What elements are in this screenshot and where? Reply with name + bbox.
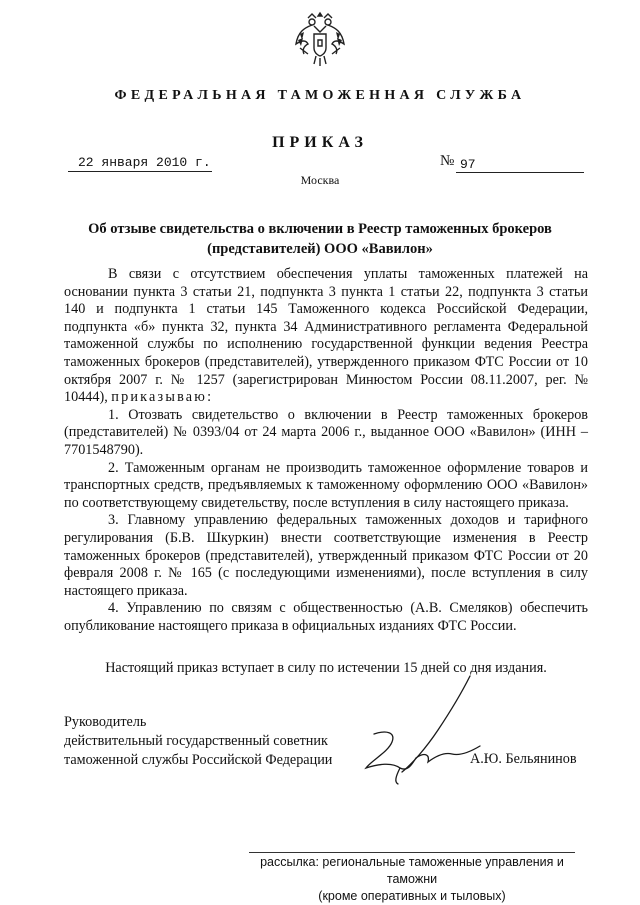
signatory-title — [64, 713, 332, 770]
order-number-label: № — [440, 153, 455, 169]
order-number: 97 — [460, 157, 476, 172]
preamble-text: В связи с отсутствием обеспечения уплаты таможенных платежей на основании пункта 3 статьи 21, подпункта 3 пункта 1 статьи 22, подпункта 3 статьи 140 и подпункта 1 статьи 145 Таможенного кодекса Российской Федерации, подпункта «б» пункта 32, пункта 34 Административного регламента Федеральной таможенной службы по исполнению государственной функции ведения Реестра таможенных брокеров (представителей), утвержденного приказом ФТС России от 10 октября 2007 г. № 1257 (зарегистрирован Минюстом России 08.11.2007, рег. № 10444), — [64, 266, 588, 406]
signatory-line-3: таможенной службы Российской Федерации — [64, 752, 333, 768]
order-item-1: 1. Отозвать свидетельство о включении в Реестр таможенных брокеров (представителей) № 0393/04 от 24 марта 2006 г., выданное ООО «Вавилон» (ИНН – 7701548790). — [64, 406, 588, 458]
preamble-paragraph — [64, 266, 588, 407]
distribution-line-2: (кроме оперативных и тыловых) — [318, 889, 506, 903]
order-subject — [80, 219, 560, 259]
order-item-2: 2. Таможенным органам не производить таможенное оформление товаров и транспортных средств, предъявляемых к таможенному оформлению ООО «Вавилон» по соответствующему свидетельству, после вступления в силу настоящего приказа. — [64, 459, 588, 511]
distribution-line-1: рассылка: региональные таможенные управления и таможни — [260, 855, 564, 886]
document-type: ПРИКАЗ — [272, 134, 368, 151]
effective-date-note: Настоящий приказ вступает в силу по истечении 15 дней со дня издания. — [105, 660, 547, 676]
subject-line-1: Об отзыве свидетельства о включении в Реестр таможенных брокеров — [88, 221, 552, 237]
command-word: приказываю: — [111, 389, 214, 406]
agency-name: ФЕДЕРАЛЬНАЯ ТАМОЖЕННАЯ СЛУЖБА — [114, 88, 526, 103]
distribution-divider — [249, 852, 575, 853]
signatory-name: А.Ю. Бельянинов — [470, 751, 577, 767]
date-underline — [68, 171, 212, 172]
city: Москва — [300, 173, 340, 187]
order-item-4: 4. Управлению по связям с общественностью (А.В. Смеляков) обеспечить опубликование настоящего приказа в официальных изданиях ФТС России. — [64, 600, 588, 634]
coat-of-arms-icon — [294, 10, 346, 70]
handwritten-signature — [352, 672, 502, 792]
subject-line-2: (представителей) ООО «Вавилон» — [207, 241, 433, 257]
order-date: 22 января 2010 г. — [78, 155, 211, 170]
order-item-3: 3. Главному управлению федеральных таможенных доходов и тарифного регулирования (Б.В. Шкуркин) внести соответствующие изменения в Реестр таможенных брокеров (представителей), утвержденный приказом ФТС России от 20 февраля 2008 г. № 165 (с последующими изменениями), после вступления в силу настоящего приказа. — [64, 512, 588, 599]
distribution-list — [240, 854, 584, 905]
order-body — [64, 266, 588, 635]
signatory-line-2: действительный государственный советник — [64, 733, 328, 749]
signatory-line-1: Руководитель — [64, 714, 147, 730]
